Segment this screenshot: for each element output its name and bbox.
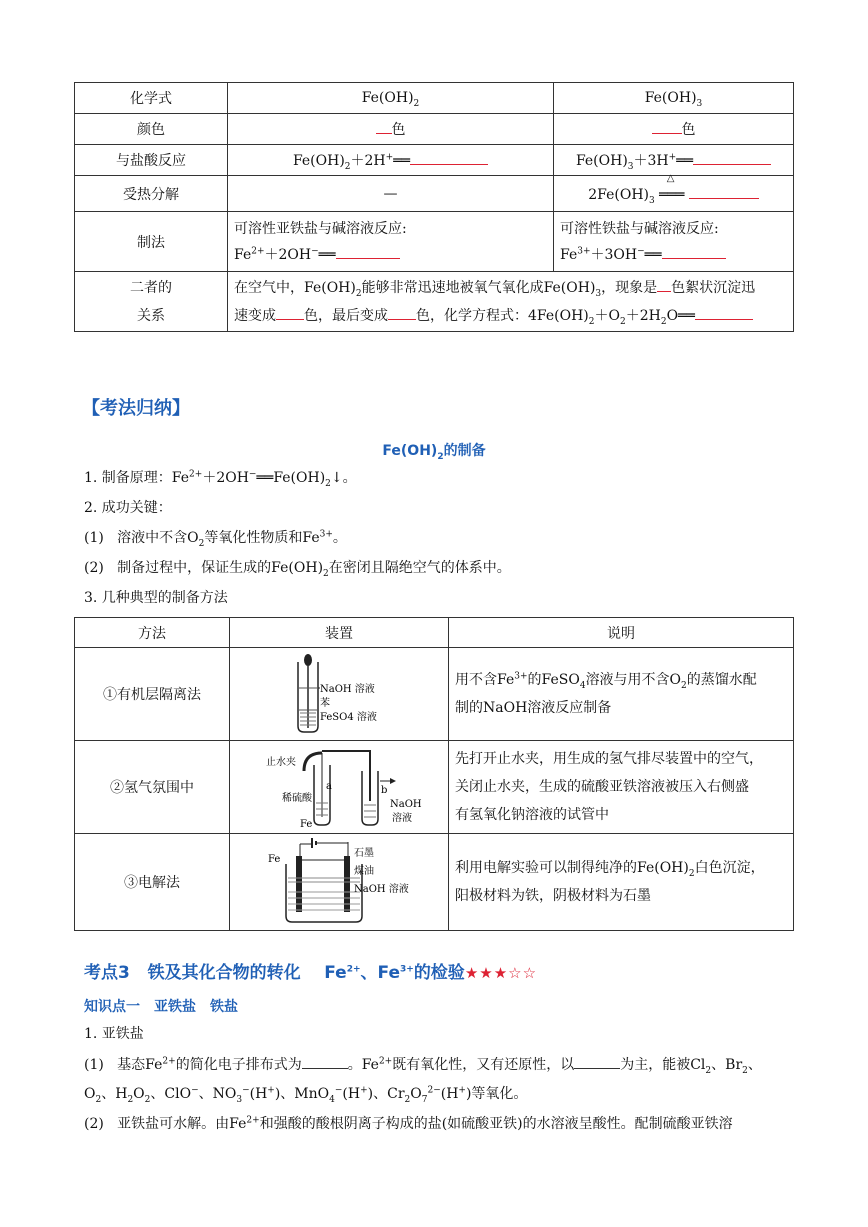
kaodian-l3: $O_2$、$H_2O_2$、ClO−、$NO_3^-(H^+)$、MnO$_4$−(H+)、$Cr_2O_7^{2-}(H^+)$等氧化。 (84, 1085, 528, 1105)
label-acid: 稀硫酸 (282, 793, 312, 804)
kaofa-p5: 3. 几种典型的制备方法 (84, 590, 228, 606)
label-fe-electrode: Fe (268, 854, 281, 865)
methods-table (74, 617, 794, 931)
kaofa-p4: (2) 制备过程中，保证生成的$Fe(OH)_2$在密闭且隔绝空气的体系中。 (84, 560, 511, 579)
label-fe: Fe (300, 819, 313, 829)
header-formula: 化学式 (75, 83, 228, 114)
label-naoh: NaOH 溶液 (320, 684, 375, 695)
desc-hydrogen: 先打开止水夹，用生成的氢气排尽装置中的空气， 关闭止水夹，生成的硫酸亚铁溶液被压入右侧盛 有氢氧化钠溶液的试管中 (449, 741, 794, 834)
row-label-relation: 二者的 关系 (75, 272, 228, 332)
label-naoh2: NaOH (390, 799, 422, 810)
method-electrolysis: ③电解法 (75, 834, 230, 931)
kaodian-title: 考点3 铁及其化合物的转化 $Fe^{2+}$、$Fe^{3+}$的检验★★★☆☆ (84, 963, 538, 983)
row-label-prep: 制法 (75, 212, 228, 272)
device-electrolysis (230, 834, 449, 931)
properties-table (74, 82, 794, 332)
row-label-hcl: 与盐酸反应 (75, 145, 228, 176)
label-a: a (326, 781, 332, 792)
kaofa-heading: 【考法归纳】 (82, 398, 190, 419)
header-feoh3: $Fe(OH)_3$ (554, 83, 794, 114)
hcl-feoh2: $Fe(OH)_2+2H^+══$ (228, 145, 554, 176)
label-clamp: 止水夹 (266, 757, 296, 768)
prep-feoh2: 可溶性亚铁盐与碱溶液反应: $Fe^{2+}+2OH^-══$ (228, 212, 554, 272)
device-hydrogen (230, 741, 449, 834)
electrolysis-apparatus (230, 834, 448, 926)
kaofa-subheading: $Fe(OH)_2$的制备 (382, 443, 486, 462)
kaodian-l2: (1) 基态$Fe^{2+}$的简化电子排布式为 。$Fe^{2+}$既有氧化性，又有还原性，以 为主，能被$Cl_2$、$Br_2$、 (84, 1054, 762, 1075)
color-feoh2: 色 (228, 114, 554, 145)
relation-text: 在空气中，$Fe(OH)_2$能够非常迅速地被氧气氧化成$Fe(OH)_3$，现象是 色絮状沉淀迅 速变成 色，最后变成 色，化学方程式：$4Fe(OH)_2+O_2+2H_2O══$ (228, 272, 794, 332)
desc-organic: 用不含$Fe^{3+}$的FeSO$_4$溶液与用不含$O_2$的蒸馏水配 制的NaOH溶液反应制备 (449, 648, 794, 741)
hydrogen-apparatus (230, 741, 448, 829)
label-b: b (381, 785, 388, 796)
prep-feoh3: 可溶性铁盐与碱溶液反应: $Fe^{3+}+3OH^-══$ (554, 212, 794, 272)
kaofa-p1: 1. 制备原理：$Fe^{2+}+2OH^-══Fe(OH)_2↓$。 (84, 469, 357, 489)
label-graphite: 石墨 (354, 848, 374, 859)
method-organic: ①有机层隔离法 (75, 648, 230, 741)
header-desc: 说明 (449, 618, 794, 648)
label-kerosene: 煤油 (354, 866, 374, 877)
label-solution: 溶液 (392, 813, 412, 824)
heat-feoh2: — (228, 176, 554, 212)
header-device: 装置 (230, 618, 449, 648)
label-naoh3: NaOH 溶液 (354, 884, 409, 895)
heat-feoh3: $2Fe(OH)_3$ △ ═══ (554, 176, 794, 212)
kaodian-l1: 1. 亚铁盐 (84, 1026, 144, 1042)
organic-layer-apparatus (230, 648, 448, 736)
desc-electrolysis: 利用电解实验可以制得纯净的$Fe(OH)_2$白色沉淀， 阳极材料为铁，阴极材料为石墨 (449, 834, 794, 931)
kaofa-p2: 2. 成功关键： (84, 500, 172, 516)
header-method: 方法 (75, 618, 230, 648)
zhishi-heading: 知识点一 亚铁盐 铁盐 (84, 999, 238, 1015)
color-feoh3: 色 (554, 114, 794, 145)
method-hydrogen: ②氢气氛围中 (75, 741, 230, 834)
hcl-feoh3: $Fe(OH)_3+3H^+══$ (554, 145, 794, 176)
row-label-color: 颜色 (75, 114, 228, 145)
row-label-heat: 受热分解 (75, 176, 228, 212)
header-feoh2: $Fe(OH)_2$ (228, 83, 554, 114)
kaodian-l4: (2) 亚铁盐可水解。由$Fe^{2+}$和强酸的酸根阴离子构成的盐(如硫酸亚铁)的水溶液呈酸性。配制硫酸亚铁溶 (84, 1115, 733, 1132)
device-organic (230, 648, 449, 741)
label-benzene: 苯 (320, 698, 330, 709)
rating-stars: ★★★☆☆ (464, 964, 538, 982)
label-feso4: FeSO4 溶液 (320, 712, 377, 723)
kaofa-p3: (1) 溶液中不含$O_2$等氧化性物质和$Fe^{3+}$。 (84, 529, 347, 549)
